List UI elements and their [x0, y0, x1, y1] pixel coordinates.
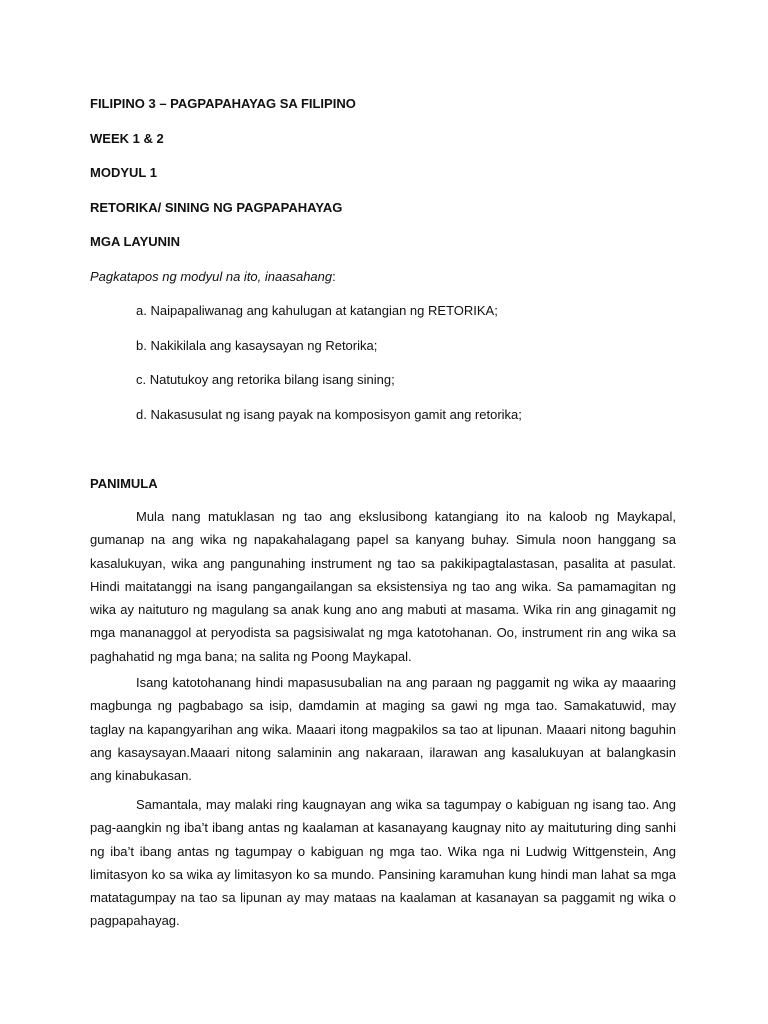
objective-item-a: a. Naipapaliwanag ang kahulugan at katangian ng RETORIKA; [136, 303, 498, 318]
objectives-intro [90, 268, 336, 285]
paragraph-text: Mula nang matuklasan ng tao ang ekslusibong katangiang ito na kaloob ng Maykapal, gumanap na ang wika ng napakahalagang papel sa kanyang buhay. Simula noon hanggang sa kasalukuyan, wika ang pangunahing instrument ng tao sa pakikipagtalastasan, pasalita at pasulat. Hindi maitatanggi na isang pangangailangan sa eksistensiya ng tao ang wika. Sa pamamagitan ng wika ay naituturo ng magulang sa anak kung ano ang mabuti at masama. Wika rin ang ginagamit ng mga mananaggol at peryodista sa pagsisiwalat ng mga katotohanan. Oo, instrument rin ang wika sa paghahatid ng mga bana; na salita ng Poong Maykapal. [90, 509, 676, 664]
objective-item-d: d. Nakasusulat ng isang payak na komposisyon gamit ang retorika; [136, 407, 522, 422]
course-title: FILIPINO 3 – PAGPAPAHAYAG SA FILIPINO [90, 96, 356, 111]
objective-item-c: c. Natutukoy ang retorika bilang isang sining; [136, 372, 395, 387]
objective-item-b: b. Nakikilala ang kasaysayan ng Retorika; [136, 338, 378, 353]
week-label: WEEK 1 & 2 [90, 131, 164, 146]
introduction-paragraph-3 [90, 793, 676, 933]
introduction-paragraph-1 [90, 505, 676, 668]
module-label: MODYUL 1 [90, 165, 157, 180]
introduction-paragraph-2 [90, 671, 676, 787]
paragraph-text: Isang katotohanang hindi mapasusubalian na ang paraan ng paggamit ng wika ay maaaring magbunga ng pagbabago sa isip, damdamin at maging sa gawi ng mga tao. Samakatuwid, may taglay na kapangyarihan ang wika. Maaari itong magpakilos sa tao at lipunan. Maaari nitong baguhin ang kasaysayan.Maaari nitong salaminin ang nakaraan, ilarawan ang kasalukuyan at balangkasin ang kinabukasan. [90, 675, 676, 784]
objectives-intro-colon: : [332, 269, 336, 284]
introduction-heading: PANIMULA [90, 476, 158, 491]
objectives-heading: MGA LAYUNIN [90, 234, 181, 249]
paragraph-text: Samantala, may malaki ring kaugnayan ang wika sa tagumpay o kabiguan ng isang tao. Ang pag-aangkin ng iba’t ibang antas ng kaalaman at kasanayang kaugnay nito ay maituturing ding sanhi ng iba’t ibang antas ng tagumpay o kabiguan ng mga tao. Wika nga ni Ludwig Wittgenstein, Ang limitasyon ko sa wika ay limitasyon ko sa mundo. Pansining karamuhan kung hindi man lahat sa mga matatagumpay na tao sa lipunan ay may mataas na kaalaman at kasanayan sa paggamit ng wika o pagpapahayag. [90, 797, 676, 929]
topic-title: RETORIKA/ SINING NG PAGPAPAHAYAG [90, 200, 343, 215]
objectives-intro-text: Pagkatapos ng modyul na ito, inaasahang [90, 269, 333, 284]
